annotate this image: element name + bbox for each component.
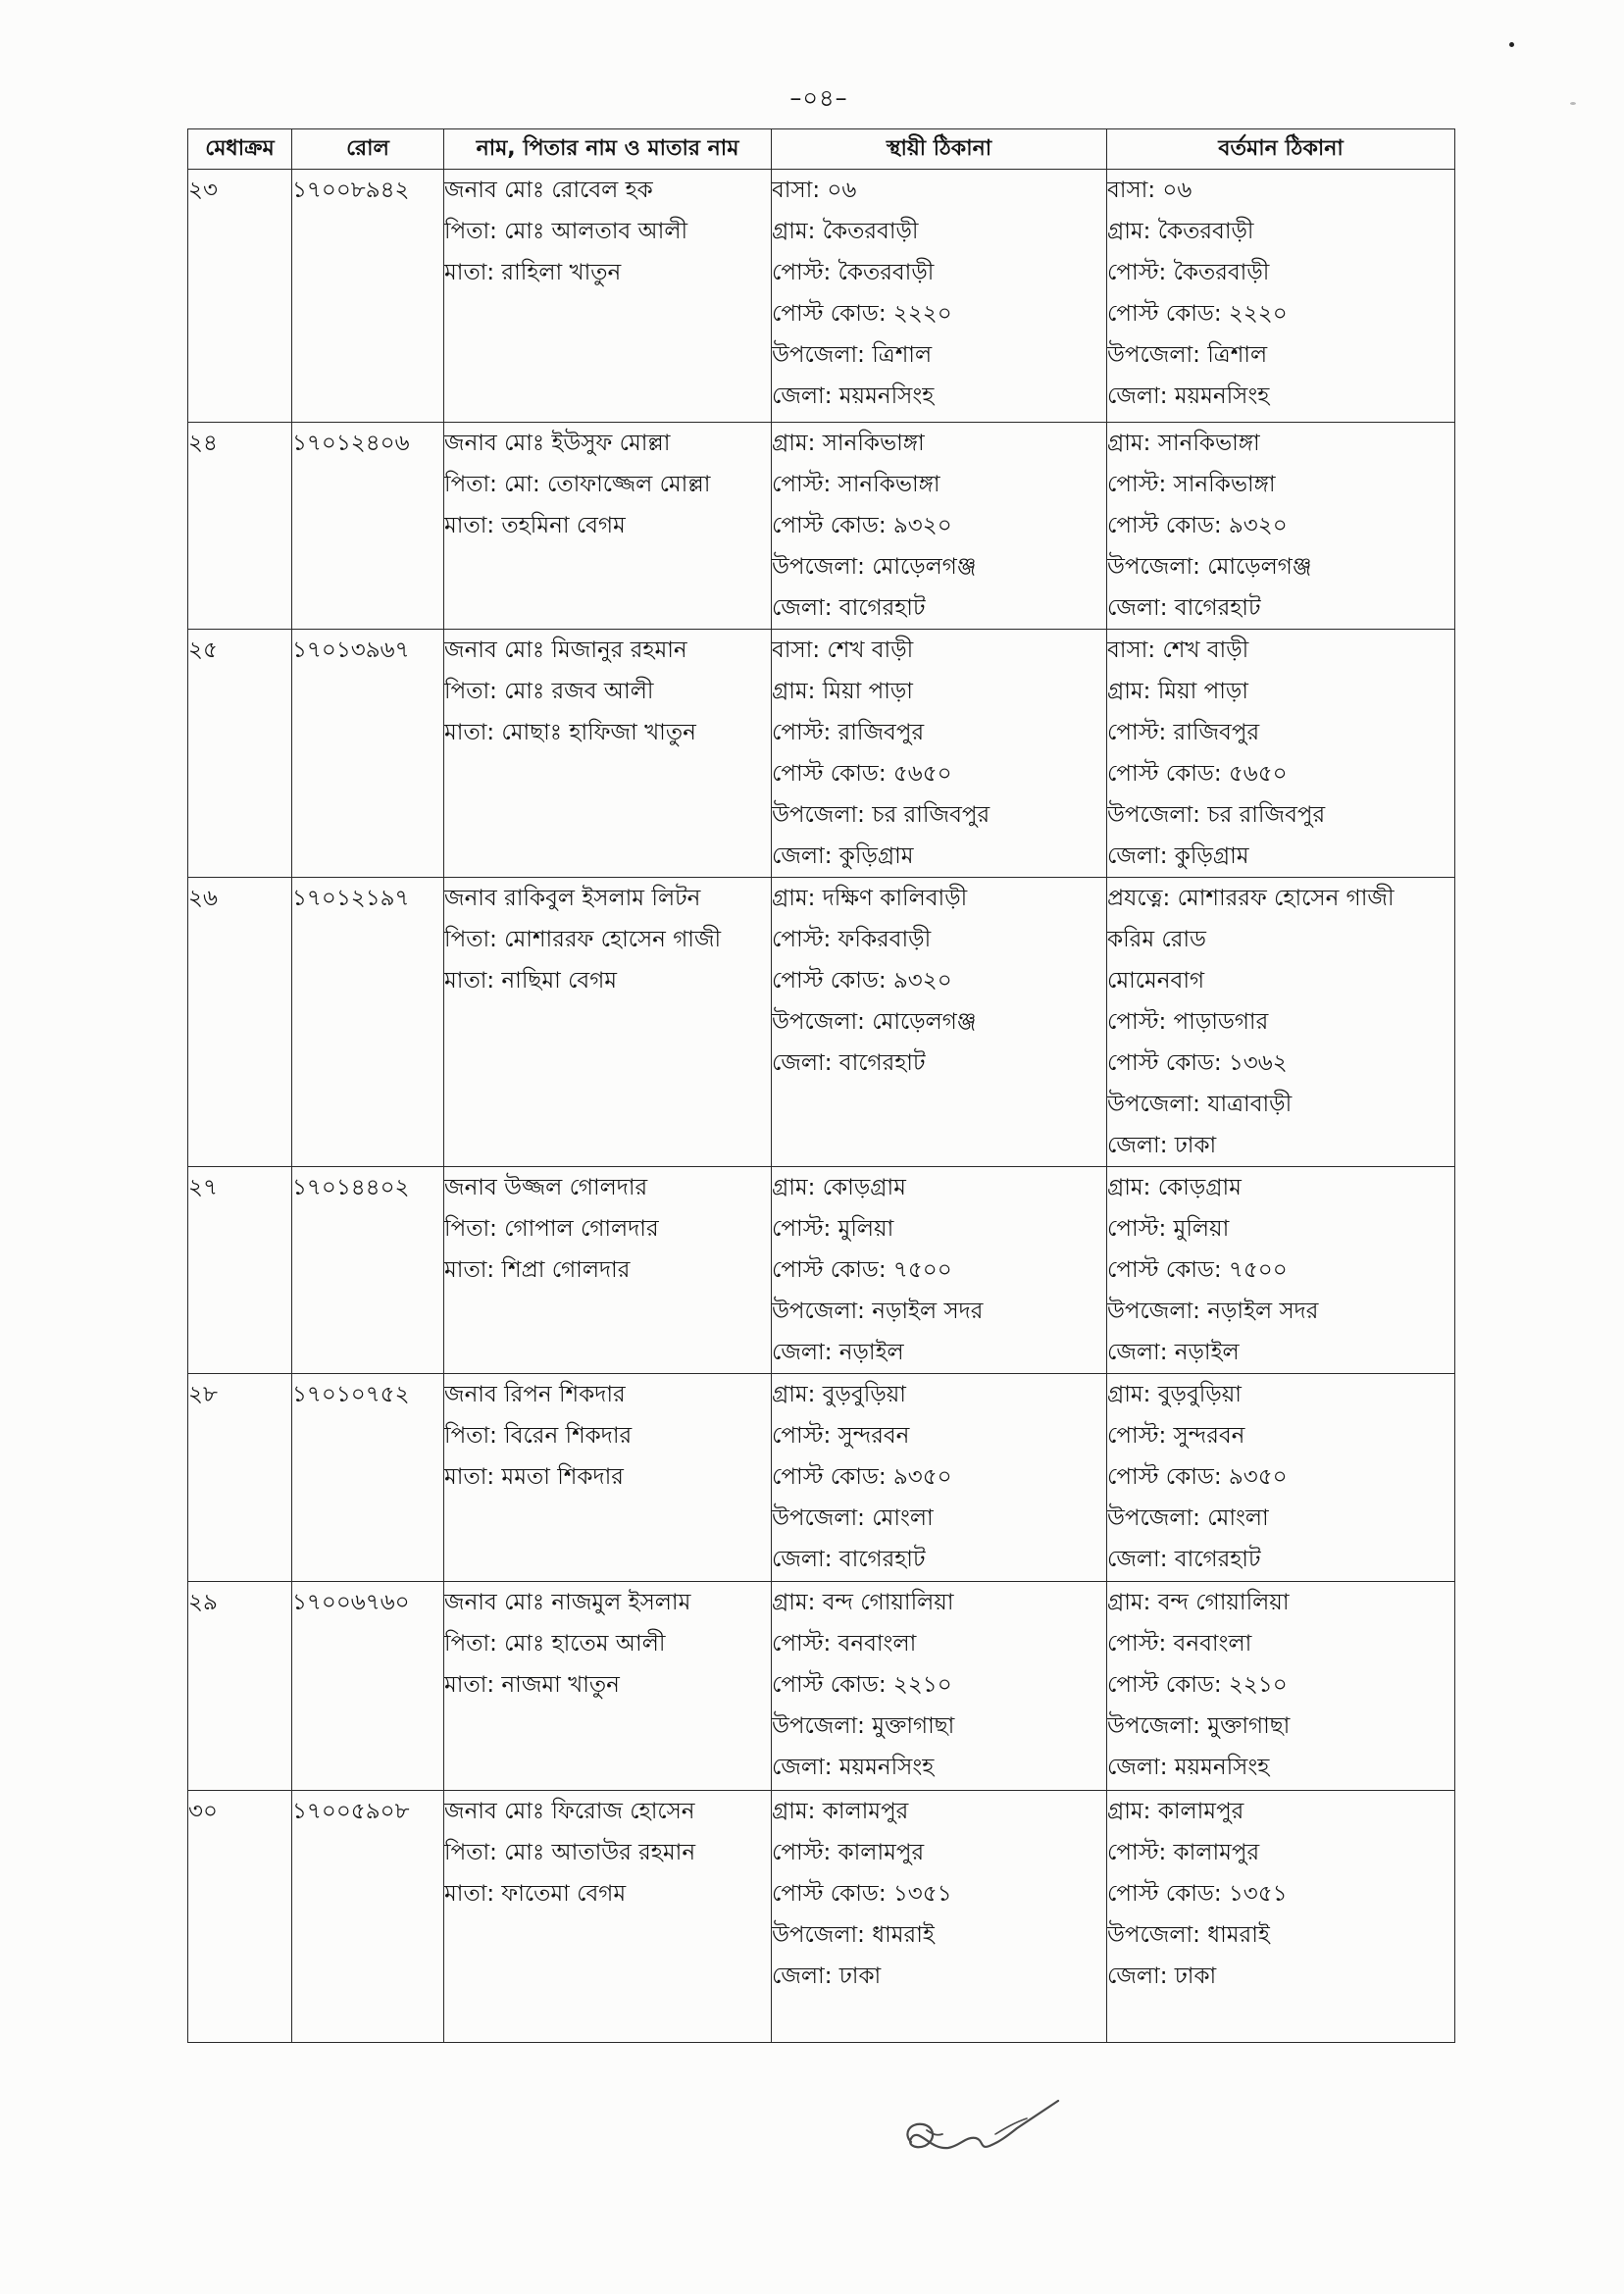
present-address-cell — [1107, 630, 1455, 878]
name-cell — [444, 1167, 772, 1374]
address-line: উপজেলা: ত্রিশাল — [772, 342, 933, 368]
address-line: পোস্ট: কালামপুর — [1107, 1840, 1260, 1865]
scan-speck-faint — [1570, 102, 1576, 105]
address-line: গ্রাম: বুড়বুড়িয়া — [772, 1382, 906, 1407]
candidate-name: জনাব রাকিবুল ইসলাম লিটন — [444, 886, 701, 911]
address-line: পোস্ট: রাজিবপুর — [772, 720, 925, 745]
permanent-address-cell — [772, 630, 1107, 878]
name-cell — [444, 170, 772, 423]
table-row — [188, 1167, 1455, 1374]
address-line: গ্রাম: সানকিভাঙ্গা — [1107, 431, 1260, 456]
address-line: পোস্ট: সানকিভাঙ্গা — [772, 472, 940, 497]
address-line: পোস্ট কোড: ৭৫০০ — [772, 1257, 952, 1283]
permanent-address-cell — [772, 1582, 1107, 1791]
address-line: করিম রোড — [1107, 927, 1206, 952]
name-cell — [444, 1374, 772, 1582]
address-line: পোস্ট: বনবাংলা — [772, 1631, 917, 1657]
address-line: উপজেলা: মোড়েলগঞ্জ — [1107, 554, 1312, 580]
address-line: পোস্ট কোড: ২২২০ — [1107, 301, 1288, 327]
address-line: জেলা: ময়মনসিংহ — [772, 383, 935, 409]
address-line: পোস্ট: ফকিরবাড়ী — [772, 927, 932, 952]
address-line: উপজেলা: নড়াইল সদর — [772, 1299, 984, 1324]
candidate-name: জনাব উজ্জল গোলদার — [444, 1175, 648, 1200]
address-line: পোস্ট কোড: ৯৩২০ — [1107, 513, 1288, 538]
serial-cell: ২৩ — [188, 170, 292, 423]
address-line: পোস্ট কোড: ৯৩২০ — [772, 968, 952, 994]
address-line: উপজেলা: মোড়েলগঞ্জ — [772, 554, 977, 580]
serial-cell: ২৮ — [188, 1374, 292, 1582]
address-line: গ্রাম: কৈতরবাড়ী — [1107, 219, 1254, 244]
mother-name: মাতা: নাজমা খাতুন — [444, 1672, 620, 1698]
father-name: পিতা: মোঃ হাতেম আলী — [444, 1631, 666, 1657]
address-line: পোস্ট: মুলিয়া — [1107, 1216, 1230, 1242]
header-permanent-address: স্থায়ী ঠিকানা — [772, 129, 1107, 170]
mother-name: মাতা: শিপ্রা গোলদার — [444, 1257, 631, 1283]
roll-cell: ১৭০১৩৯৬৭ — [292, 630, 444, 878]
roll-cell: ১৭০১২৪০৬ — [292, 423, 444, 630]
mother-name: মাতা: মমতা শিকদার — [444, 1464, 624, 1490]
table-header-row — [188, 129, 1455, 170]
address-line: গ্রাম: বুড়বুড়িয়া — [1107, 1382, 1242, 1407]
address-line: পোস্ট কোড: ১৩৫১ — [772, 1881, 952, 1907]
father-name: পিতা: বিরেন শিকদার — [444, 1423, 633, 1449]
father-name: পিতা: গোপাল গোলদার — [444, 1216, 659, 1242]
candidate-name: জনাব মোঃ মিজানুর রহমান — [444, 637, 687, 663]
address-line: গ্রাম: মিয়া পাড়া — [1107, 679, 1248, 704]
address-line: জেলা: বাগেরহাট — [772, 595, 926, 621]
address-line: পোস্ট: কৈতরবাড়ী — [772, 260, 935, 285]
address-line: জেলা: নড়াইল — [772, 1340, 904, 1365]
table-row — [188, 170, 1455, 423]
address-line: পোস্ট: সানকিভাঙ্গা — [1107, 472, 1276, 497]
address-line: পোস্ট কোড: ১৩৫১ — [1107, 1881, 1288, 1907]
present-address-cell — [1107, 878, 1455, 1167]
address-line: গ্রাম: সানকিভাঙ্গা — [772, 431, 925, 456]
permanent-address-cell — [772, 1791, 1107, 2043]
address-line: জেলা: বাগেরহাট — [1107, 1547, 1261, 1572]
mother-name: মাতা: রাহিলা খাতুন — [444, 260, 622, 285]
roll-cell: ১৭০০৮৯৪২ — [292, 170, 444, 423]
address-line: পোস্ট কোড: ১৩৬২ — [1107, 1050, 1288, 1076]
table-row — [188, 1582, 1455, 1791]
address-line: গ্রাম: মিয়া পাড়া — [772, 679, 913, 704]
present-address-cell — [1107, 1791, 1455, 2043]
present-address-cell — [1107, 1374, 1455, 1582]
name-cell — [444, 1791, 772, 2043]
serial-cell: ২৭ — [188, 1167, 292, 1374]
address-line: বাসা: ০৬ — [1107, 178, 1193, 203]
address-line: পোস্ট কোড: ২২১০ — [772, 1672, 952, 1698]
address-line: পোস্ট: সুন্দরবন — [1107, 1423, 1245, 1449]
address-line: উপজেলা: যাত্রাবাড়ী — [1107, 1092, 1293, 1117]
present-address-cell — [1107, 170, 1455, 423]
mother-name: মাতা: তহমিনা বেগম — [444, 513, 626, 538]
address-line: গ্রাম: দক্ষিণ কালিবাড়ী — [772, 886, 968, 911]
permanent-address-cell — [772, 170, 1107, 423]
father-name: পিতা: মোঃ রজব আলী — [444, 679, 654, 704]
address-line: উপজেলা: মুক্তাগাছা — [772, 1713, 955, 1739]
roll-cell: ১৭০০৬৭৬০ — [292, 1582, 444, 1791]
present-address-cell — [1107, 1167, 1455, 1374]
address-line: পোস্ট: মুলিয়া — [772, 1216, 894, 1242]
mother-name: মাতা: মোছাঃ হাফিজা খাতুন — [444, 720, 696, 745]
address-line: জেলা: ময়মনসিংহ — [1107, 1755, 1270, 1780]
present-address-cell — [1107, 423, 1455, 630]
address-line: পোস্ট কোড: ২২১০ — [1107, 1672, 1288, 1698]
address-line: উপজেলা: ধামরাই — [1107, 1922, 1270, 1948]
address-line: মোমেনবাগ — [1107, 968, 1205, 994]
name-cell — [444, 878, 772, 1167]
address-line: পোস্ট কোড: ২২২০ — [772, 301, 952, 327]
address-line: জেলা: ঢাকা — [772, 1963, 882, 1989]
roll-cell: ১৭০০৫৯০৮ — [292, 1791, 444, 2043]
candidate-name: জনাব মোঃ নাজমুল ইসলাম — [444, 1590, 691, 1615]
candidate-name: জনাব মোঃ রোবেল হক — [444, 178, 653, 203]
table-row — [188, 878, 1455, 1167]
address-line: পোস্ট: কালামপুর — [772, 1840, 925, 1865]
name-cell — [444, 1582, 772, 1791]
address-line: পোস্ট: বনবাংলা — [1107, 1631, 1252, 1657]
address-line: গ্রাম: কালামপুর — [772, 1799, 909, 1824]
address-line: জেলা: কুড়িগ্রাম — [772, 843, 914, 869]
address-line: গ্রাম: কোড়গ্রাম — [1107, 1175, 1242, 1200]
address-line: পোস্ট: রাজিবপুর — [1107, 720, 1260, 745]
address-line: গ্রাম: কালামপুর — [1107, 1799, 1244, 1824]
address-line: উপজেলা: মোংলা — [772, 1505, 934, 1531]
permanent-address-cell — [772, 423, 1107, 630]
address-line: পোস্ট কোড: ৯৩৫০ — [772, 1464, 952, 1490]
address-line: বাসা: শেখ বাড়ী — [772, 637, 914, 663]
table-row — [188, 630, 1455, 878]
permanent-address-cell — [772, 1167, 1107, 1374]
address-line: জেলা: ঢাকা — [1107, 1133, 1217, 1158]
address-line: বাসা: ০৬ — [772, 178, 857, 203]
mother-name: মাতা: নাছিমা বেগম — [444, 968, 618, 994]
address-line: জেলা: ঢাকা — [1107, 1963, 1217, 1989]
signature — [897, 2091, 1064, 2162]
address-line: গ্রাম: বন্দ গোয়ালিয়া — [1107, 1590, 1290, 1615]
address-line: উপজেলা: ত্রিশাল — [1107, 342, 1268, 368]
table-row — [188, 1374, 1455, 1582]
address-line: জেলা: নড়াইল — [1107, 1340, 1240, 1365]
serial-cell: ২৫ — [188, 630, 292, 878]
address-line: পোস্ট কোড: ৭৫০০ — [1107, 1257, 1288, 1283]
address-line: উপজেলা: চর রাজিবপুর — [772, 802, 990, 828]
header-roll: রোল — [292, 129, 444, 170]
serial-cell: ২৬ — [188, 878, 292, 1167]
address-line: উপজেলা: মোংলা — [1107, 1505, 1269, 1531]
header-name: নাম, পিতার নাম ও মাতার নাম — [444, 129, 772, 170]
address-line: পোস্ট কোড: ৯৩২০ — [772, 513, 952, 538]
header-present-address: বর্তমান ঠিকানা — [1107, 129, 1455, 170]
candidate-name: জনাব রিপন শিকদার — [444, 1382, 626, 1407]
roll-cell: ১৭০১৪৪০২ — [292, 1167, 444, 1374]
permanent-address-cell — [772, 1374, 1107, 1582]
address-line: উপজেলা: মুক্তাগাছা — [1107, 1713, 1291, 1739]
roll-cell: ১৭০১২১৯৭ — [292, 878, 444, 1167]
name-cell — [444, 630, 772, 878]
address-line: জেলা: বাগেরহাট — [772, 1050, 926, 1076]
address-line: উপজেলা: চর রাজিবপুর — [1107, 802, 1326, 828]
permanent-address-cell — [772, 878, 1107, 1167]
table-row — [188, 423, 1455, 630]
address-line: জেলা: ময়মনসিংহ — [772, 1755, 935, 1780]
address-line: পোস্ট: পাড়াডগার — [1107, 1009, 1269, 1035]
address-line: জেলা: বাগেরহাট — [772, 1547, 926, 1572]
address-line: উপজেলা: নড়াইল সদর — [1107, 1299, 1319, 1324]
candidate-name: জনাব মোঃ ইউসুফ মোল্লা — [444, 431, 671, 456]
address-line: পোস্ট: কৈতরবাড়ী — [1107, 260, 1270, 285]
address-line: গ্রাম: কৈতরবাড়ী — [772, 219, 919, 244]
serial-cell: ৩০ — [188, 1791, 292, 2043]
address-line: গ্রাম: বন্দ গোয়ালিয়া — [772, 1590, 954, 1615]
address-line: পোস্ট কোড: ৫৬৫০ — [772, 761, 952, 787]
address-line: পোস্ট কোড: ৯৩৫০ — [1107, 1464, 1288, 1490]
address-line: জেলা: কুড়িগ্রাম — [1107, 843, 1249, 869]
address-line: উপজেলা: মোড়েলগঞ্জ — [772, 1009, 977, 1035]
address-line: পোস্ট: সুন্দরবন — [772, 1423, 910, 1449]
serial-cell: ২৪ — [188, 423, 292, 630]
address-line: গ্রাম: কোড়গ্রাম — [772, 1175, 906, 1200]
scan-speck — [1509, 42, 1514, 47]
name-cell — [444, 423, 772, 630]
candidate-name: জনাব মোঃ ফিরোজ হোসেন — [444, 1799, 695, 1824]
father-name: পিতা: মোঃ আলতাব আলী — [444, 219, 688, 244]
address-line: প্রযত্নে: মোশাররফ হোসেন গাজী — [1107, 886, 1395, 911]
table-row — [188, 1791, 1455, 2043]
father-name: পিতা: মোঃ আতাউর রহমান — [444, 1840, 696, 1865]
mother-name: মাতা: ফাতেমা বেগম — [444, 1881, 627, 1907]
serial-cell: ২৯ — [188, 1582, 292, 1791]
address-line: উপজেলা: ধামরাই — [772, 1922, 935, 1948]
father-name: পিতা: মোশাররফ হোসেন গাজী — [444, 927, 722, 952]
page-number: –০৪– — [789, 84, 848, 112]
address-line: বাসা: শেখ বাড়ী — [1107, 637, 1249, 663]
roll-cell: ১৭০১০৭৫২ — [292, 1374, 444, 1582]
father-name: পিতা: মো: তোফাজ্জেল মোল্লা — [444, 472, 711, 497]
address-line: জেলা: ময়মনসিংহ — [1107, 383, 1270, 409]
present-address-cell — [1107, 1582, 1455, 1791]
header-serial: মেধাক্রম — [188, 129, 292, 170]
address-line: জেলা: বাগেরহাট — [1107, 595, 1261, 621]
address-line: পোস্ট কোড: ৫৬৫০ — [1107, 761, 1288, 787]
merit-list-table — [187, 128, 1455, 2043]
